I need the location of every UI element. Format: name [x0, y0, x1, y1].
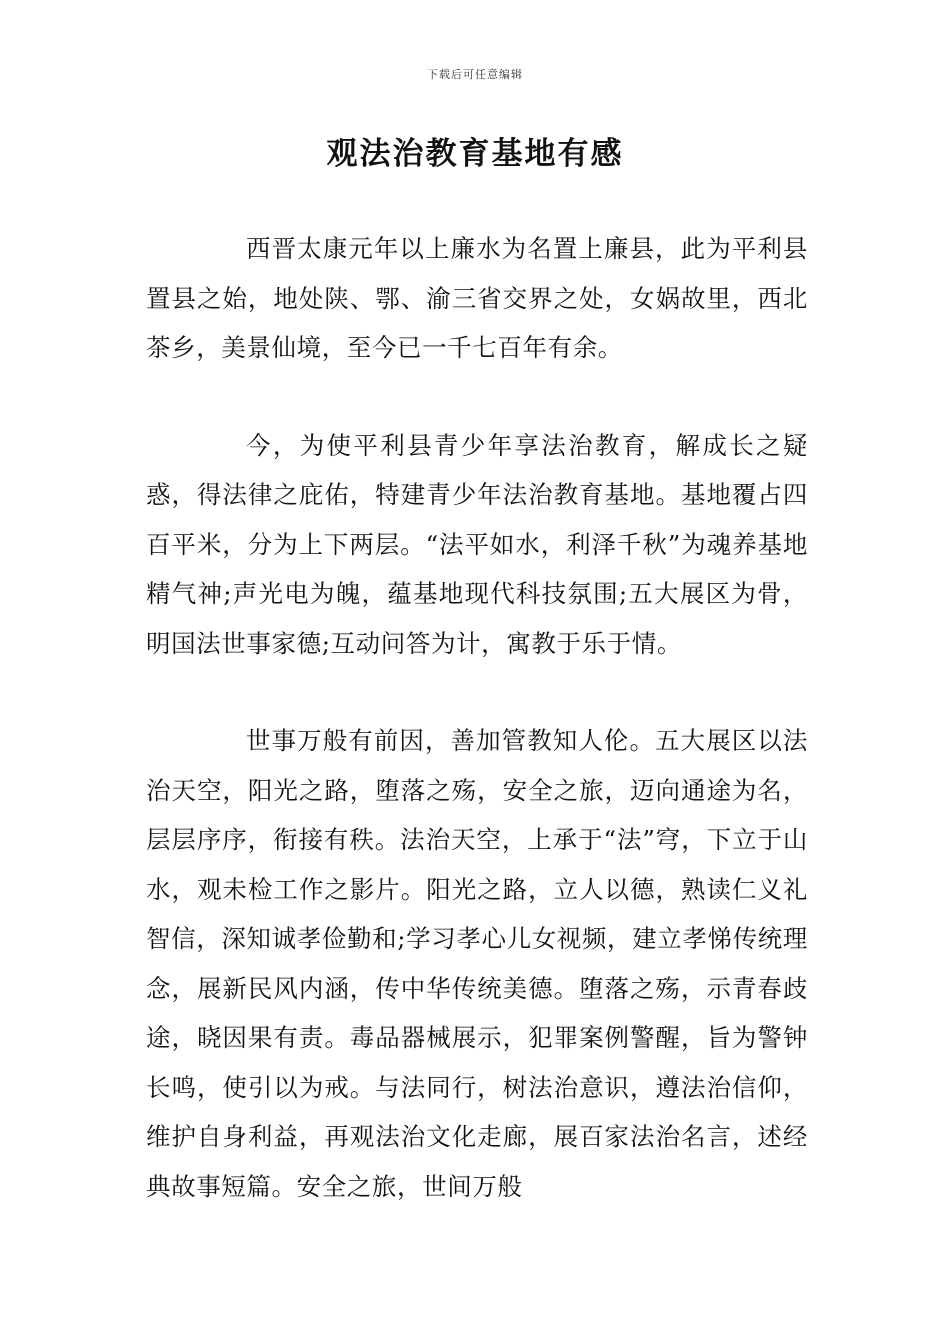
- document-title: 观法治教育基地有感: [326, 136, 624, 172]
- paragraph-2: 今，为使平利县青少年享法治教育，解成长之疑惑，得法律之庇佑，特建青少年法治教育基地。基地覆占四百平米，分为上下两层。“法平如水，利泽千秋”为魂养基地精气神;声光电为魄，蕴基地现代科技氛围;五大展区为骨，明国法世事家德;互动问答为计，寓教于乐于情。: [146, 430, 808, 658]
- document-body: [146, 224, 808, 1259]
- header-note: 下载后可任意编辑: [427, 68, 523, 81]
- paragraph-3: 世事万般有前因，善加管教知人伦。五大展区以法治天空，阳光之路，堕落之殇，安全之旅，迈向通途为名，层层序序，衔接有秩。法治天空，上承于“法”穹，下立于山水，观未检工作之影片。阳光之路，立人以德，熟读仁义礼智信，深知诚孝俭勤和;学习孝心儿女视频，建立孝悌传统理念，展新民风内涵，传中华传统美德。堕落之殇，示青春歧途，晓因果有责。毒品器械展示，犯罪案例警醒，旨为警钟长鸣，使引以为戒。与法同行，树法治意识，遵法治信仰，维护自身利益，再观法治文化走廊，展百家法治名言，述经典故事短篇。安全之旅，世间万般: [146, 726, 808, 1201]
- paragraph-1: 西晋太康元年以上廉水为名置上廉县，此为平利县置县之始，地处陕、鄂、渝三省交界之处，女娲故里，西北茶乡，美景仙境，至今已一千七百年有余。: [146, 234, 808, 362]
